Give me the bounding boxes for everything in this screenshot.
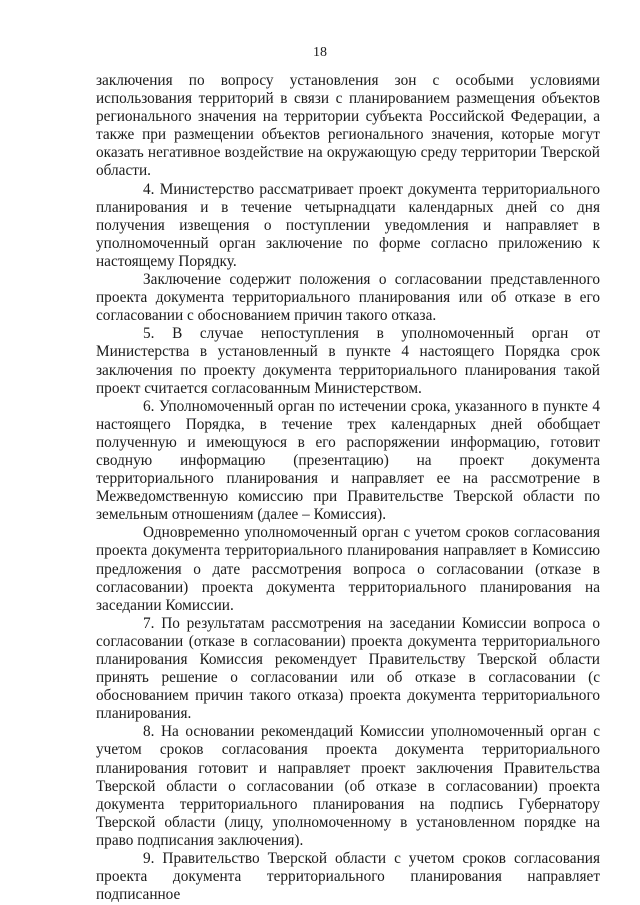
paragraph-simultaneously: Одновременно уполномоченный орган с учетом сроков согласования проекта документа территориального планирования направляет в Комиссию предложения о дате рассмотрения вопроса о согласовании (отказе в согласовании) проекта документа территориального планирования на заседании Комиссии. [96,524,600,614]
page-number: 18 [313,45,327,60]
paragraph-conclusion: Заключение содержит положения о согласовании представленного проекта документа территориального планирования или об отказе в его согласовании с обоснованием причин такого отказа. [96,271,600,325]
document-body [96,72,600,904]
paragraph-item-8: 8. На основании рекомендаций Комиссии уполномоченный орган с учетом сроков согласования проекта документа территориального планирования готовит и направляет проект заключения Правительства Тверской области о согласовании (об отказе в согласовании) проекта документа территориального планирования на подпись Губернатору Тверской области (лицу, уполномоченному в установленном порядке на право подписания заключения). [96,723,600,849]
paragraph-continuation: заключения по вопросу установления зон с особыми условиями использования территорий в связи с планированием размещения объектов регионального значения на территории субъекта Российской Федерации, а также при размещении объектов регионального значения, которые могут оказать негативное воздействие на окружающую среду территории Тверской области. [96,72,600,180]
paragraph-item-4: 4. Министерство рассматривает проект документа территориального планирования и в течение четырнадцати календарных дней со дня получения извещения о поступлении уведомления и направляет в уполномоченный орган заключение по форме согласно приложению к настоящему Порядку. [96,180,600,270]
paragraph-item-9: 9. Правительство Тверской области с учетом сроков согласования проекта документа территориального планирования направляет подписанное [96,850,600,904]
paragraph-item-7: 7. По результатам рассмотрения на заседании Комиссии вопроса о согласовании (отказе в согласовании) проекта документа территориального планирования Комиссия рекомендует Правительству Тверской области принять решение о согласовании или об отказе в согласовании (с обоснованием причин такого отказа) проекта документа территориального планирования. [96,614,600,723]
paragraph-item-6: 6. Уполномоченный орган по истечении срока, указанного в пункте 4 настоящего Порядка, в течение трех календарных дней обобщает полученную и имеющуюся в его распоряжении информацию, готовит сводную информацию (презентацию) на проект документа территориального планирования и направляет ее на рассмотрение в Межведомственную комиссию при Правительстве Тверской области по земельным отношениям (далее – Комиссия). [96,397,600,524]
paragraph-item-5: 5. В случае непоступления в уполномоченный орган от Министерства в установленный в пункте 4 настоящего Порядка срок заключения по проекту документа территориального планирования такой проект считается согласованным Министерством. [96,325,600,397]
